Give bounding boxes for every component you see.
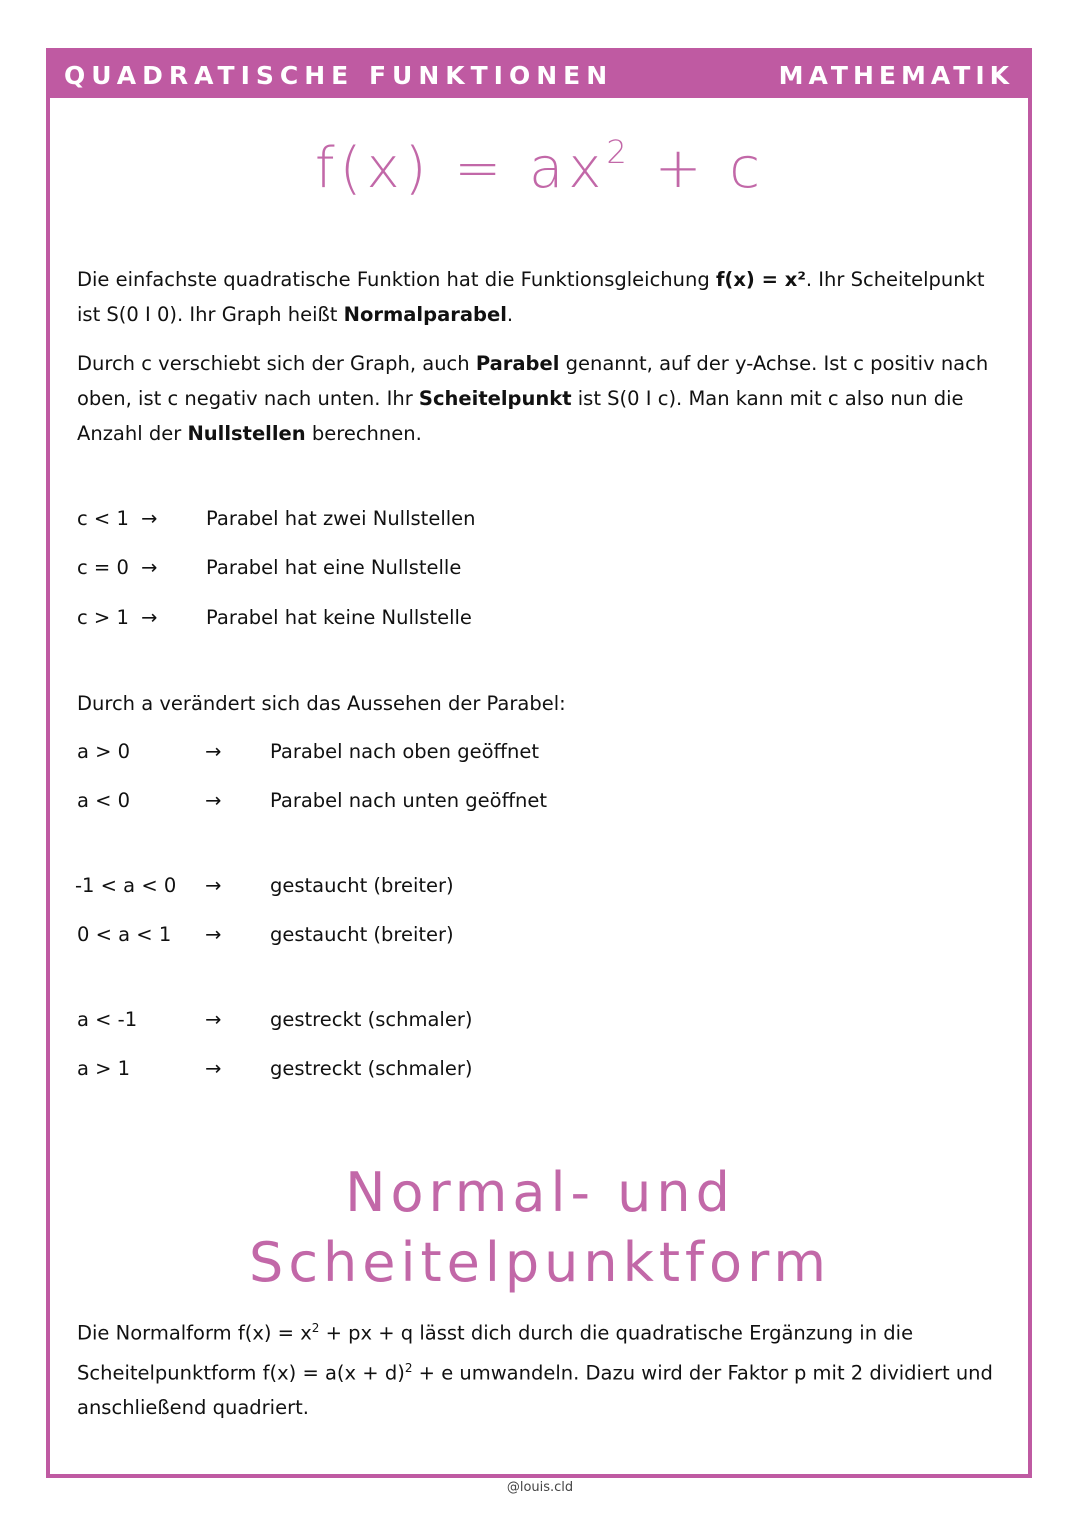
para2-bold-2: Scheitelpunkt: [418, 387, 572, 410]
a-intro: Durch a verändert sich das Aussehen der Parabel:: [77, 692, 566, 715]
c-paragraph: [77, 346, 997, 451]
footer-credit: @louis.cld: [506, 1480, 574, 1495]
c-rule-result: Parabel hat keine Nullstelle: [206, 606, 472, 629]
arrow-icon: →: [205, 1057, 222, 1080]
arrow-icon: →: [205, 1008, 222, 1031]
a-rule-condition: 0 < a < 1: [77, 923, 172, 946]
arrow-icon: →: [141, 556, 158, 579]
header-topic: QUADRATISCHE FUNKTIONEN: [64, 61, 614, 90]
c-rule-result: Parabel hat zwei Nullstellen: [206, 507, 476, 530]
arrow-icon: →: [205, 874, 222, 897]
c-rule-condition: c = 0: [77, 556, 129, 579]
a-rule-condition: -1 < a < 0: [75, 874, 177, 897]
arrow-icon: →: [205, 923, 222, 946]
arrow-icon: →: [141, 606, 158, 629]
arrow-icon: →: [141, 507, 158, 530]
main-formula: [0, 133, 1080, 201]
arrow-icon: →: [205, 740, 222, 763]
para2-text-1: Durch c verschiebt sich der Graph, auch: [77, 352, 476, 375]
a-rule-result: gestreckt (schmaler): [270, 1057, 473, 1080]
para1-text-1: Die einfachste quadratische Funktion hat die Funktionsgleichung: [77, 268, 716, 291]
a-rule-condition: a < 0: [77, 789, 131, 812]
header-bar: [50, 52, 1028, 98]
para1-bold-1: f(x) = x²: [715, 268, 806, 291]
header-subject: MATHEMATIK: [778, 61, 1014, 90]
formula-base: f(x) = ax: [314, 136, 607, 201]
section-title: [0, 1158, 1080, 1298]
formula-tail: + c: [631, 136, 766, 201]
para2-text-2: genannt, auf der y-Achse. Ist c positiv nach oben, ist c negativ nach unten. Ihr: [77, 352, 989, 410]
normalform-paragraph: [77, 1311, 997, 1425]
c-rule-condition: c < 1: [77, 507, 129, 530]
para2-bold-1: Parabel: [475, 352, 560, 375]
c-rule-condition: c > 1: [77, 606, 129, 629]
para2-bold-3: Nullstellen: [187, 422, 306, 445]
para3-sup-2: 2: [404, 1360, 413, 1375]
para1-bold-2: Normalparabel: [343, 303, 507, 326]
para3-text-2: + px + q lässt dich durch die quadratische Ergänzung in die Scheitelpunktform f(x) = a(x + d): [77, 1321, 914, 1384]
a-rule-condition: a < -1: [77, 1008, 138, 1031]
arrow-icon: →: [205, 789, 222, 812]
para1-text-2: . Ihr Scheitelpunkt ist S(0 I 0). Ihr Graph heißt: [77, 268, 985, 326]
a-rule-result: Parabel nach unten geöffnet: [270, 789, 548, 812]
a-rule-result: gestaucht (breiter): [270, 874, 454, 897]
a-rule-condition: a > 1: [77, 1057, 131, 1080]
intro-paragraph: [77, 262, 997, 332]
section-title-line-1: Normal- und: [345, 1161, 735, 1224]
para2-text-3: ist S(0 I c). Man kann mit c also nun die Anzahl der: [77, 387, 964, 445]
c-rule-result: Parabel hat eine Nullstelle: [206, 556, 462, 579]
para3-sup-1: 2: [311, 1321, 320, 1335]
formula-exponent: 2: [606, 133, 632, 171]
para3-text-3: + e umwandeln. Dazu wird der Faktor p mit 2 dividiert und anschließend quadriert.: [77, 1361, 993, 1419]
section-title-line-2: Scheitelpunktform: [249, 1231, 831, 1294]
a-rule-result: Parabel nach oben geöffnet: [270, 740, 539, 763]
para3-text-1: Die Normalform f(x) = x: [77, 1321, 312, 1345]
a-rule-condition: a > 0: [77, 740, 131, 763]
a-rule-result: gestaucht (breiter): [270, 923, 454, 946]
para2-text-4: berechnen.: [305, 422, 422, 445]
para1-text-3: .: [506, 303, 514, 326]
a-rule-result: gestreckt (schmaler): [270, 1008, 473, 1031]
